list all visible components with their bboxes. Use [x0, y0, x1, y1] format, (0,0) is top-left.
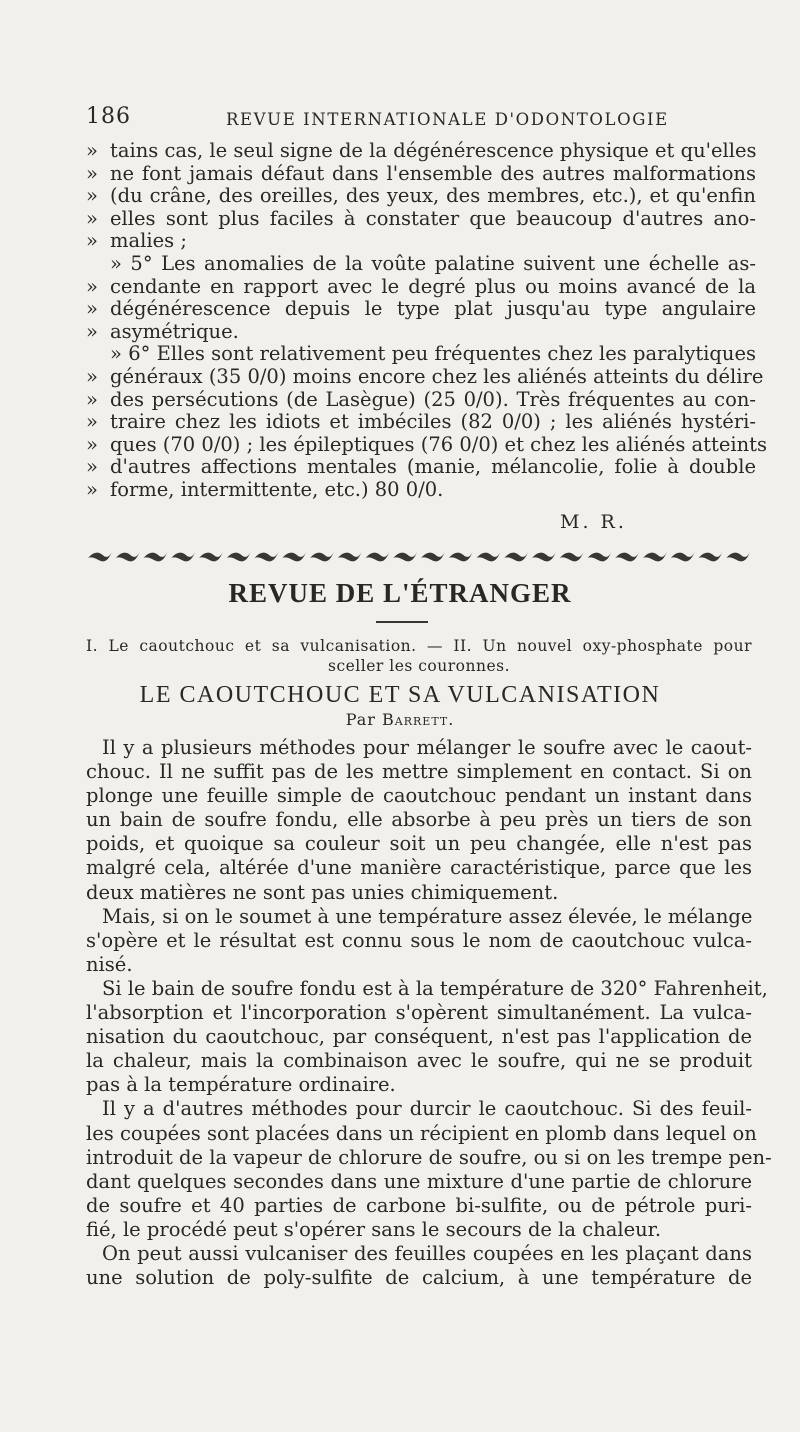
quote-line	[86, 343, 756, 366]
quote-line	[86, 276, 756, 299]
ornament-motif	[726, 552, 750, 561]
quote-mark: »	[86, 319, 98, 343]
byline-prefix: Par	[345, 710, 383, 729]
quote-mark: »	[86, 387, 98, 411]
quote-line	[86, 140, 756, 163]
ornament-motif	[227, 552, 251, 561]
ornament-motif	[421, 552, 445, 561]
quote-line	[86, 230, 756, 253]
quote-line	[86, 185, 756, 208]
ornament-motif	[643, 552, 667, 561]
ornament-motif	[477, 552, 501, 561]
quoted-passage	[86, 139, 768, 502]
quote-mark: »	[86, 364, 98, 388]
ornament-motif	[338, 552, 362, 561]
body-line: s'opère et le résultat est connu sous le nom de caoutchouc vulca-	[86, 928, 752, 952]
quote-line	[86, 389, 756, 412]
body-line: malgré cela, altérée d'une manière caractéristique, parce que les	[86, 856, 752, 880]
ornament-motif	[199, 552, 223, 561]
body-line: l'absorption et l'incorporation s'opèrent simultanément. La vulca-	[86, 1001, 752, 1025]
table-of-contents	[86, 636, 752, 676]
body-line: la chaleur, mais la combinaison avec le soufre, qui ne se produit	[86, 1049, 752, 1073]
signature: M. R.	[560, 511, 627, 533]
body-line: Il y a d'autres méthodes pour durcir le caoutchouc. Si des feuil-	[102, 1097, 752, 1121]
quote-text: malies ;	[110, 229, 187, 253]
title-underline	[376, 621, 428, 623]
quote-mark: »	[86, 274, 98, 298]
quote-mark: »	[86, 432, 98, 456]
quote-mark: »	[86, 139, 98, 162]
section-title: REVUE DE L'ÉTRANGER	[228, 578, 572, 608]
ornament-motif	[171, 552, 195, 561]
page-number: 186	[86, 104, 131, 129]
running-title: REVUE INTERNATIONALE D'ODONTOLOGIE	[226, 110, 669, 129]
quote-line	[86, 321, 756, 344]
body-line: Il y a plusieurs méthodes pour mélanger le soufre avec le caout-	[102, 736, 752, 759]
body-line: les coupées sont placées dans un récipient en plomb dans lequel on	[86, 1121, 757, 1145]
quote-line	[86, 298, 756, 321]
quote-mark: »	[86, 297, 98, 321]
quote-text: tains cas, le seul signe de la dégénérescence physique et qu'elles	[110, 139, 757, 162]
quote-line	[86, 479, 756, 502]
quote-mark: »	[86, 477, 98, 501]
toc-line: I. Le caoutchouc et sa vulcanisation. — II. Un nouvel oxy-phosphate pour	[86, 637, 752, 655]
body-line: nisé.	[86, 952, 133, 976]
ornament-motif	[88, 552, 112, 561]
ornament-motif	[699, 552, 723, 561]
ornament-motif	[560, 552, 584, 561]
ornamental-divider	[86, 546, 752, 568]
quote-line	[86, 208, 756, 231]
quote-line	[86, 364, 764, 389]
ornament-motif	[116, 552, 140, 561]
quote-text: généraux (35 0/0) moins encore chez les aliénés atteints du délire	[110, 364, 764, 388]
body-line: plonge une feuille simple de caoutchouc pendant un instant dans	[86, 784, 752, 808]
ornament-motif	[504, 552, 528, 561]
ornament-motif	[532, 552, 556, 561]
ornament-motif	[671, 552, 695, 561]
body-line: chouc. Il ne suffit pas de les mettre simplement en contact. Si on	[86, 760, 752, 784]
body-line: On peut aussi vulcaniser des feuilles coupées en les plaçant dans	[102, 1241, 752, 1265]
quote-text: ne font jamais défaut dans l'ensemble des autres malformations	[110, 161, 756, 185]
article-title: LE CAOUTCHOUC ET SA VULCANISATION	[139, 682, 661, 708]
quote-text: ques (70 0/0) ; les épileptiques (76 0/0) et chez les aliénés atteints	[110, 432, 768, 456]
body-line: pas à la température ordinaire.	[86, 1073, 396, 1097]
quote-line	[86, 456, 756, 479]
quote-mark: »	[86, 184, 98, 208]
body-line: fié, le procédé peut s'opérer sans le secours de la chaleur.	[86, 1217, 662, 1241]
quote-text: des persécutions (de Lasègue) (25 0/0). Très fréquentes au con-	[110, 387, 756, 411]
body-line: un bain de soufre fondu, elle absorbe à peu près un tiers de son	[86, 808, 752, 832]
quote-line	[86, 432, 768, 457]
byline-author: Barrett.	[382, 710, 455, 729]
ornament-motif	[144, 552, 168, 561]
ornament-motif	[449, 552, 473, 561]
article-byline	[0, 710, 800, 729]
ornament-motif	[366, 552, 390, 561]
page-header	[86, 104, 752, 134]
ornament-motif	[615, 552, 639, 561]
body-line: nisation du caoutchouc, par conséquent, n'est pas l'application de	[86, 1025, 752, 1049]
quote-mark: »	[86, 410, 98, 434]
quote-text: (du crâne, des oreilles, des yeux, des membres, etc.), et qu'enfin	[110, 184, 756, 208]
quote-mark: »	[86, 206, 98, 230]
quote-text: d'autres affections mentales (manie, mélancolie, folie à double	[110, 455, 756, 479]
quote-text: dégénérescence depuis le type plat jusqu'au type angulaire	[110, 297, 756, 321]
ornament-motif	[282, 552, 306, 561]
ornament-motif	[588, 552, 612, 561]
quote-text: forme, intermittente, etc.) 80 0/0.	[110, 477, 444, 501]
body-line: dant quelques secondes dans une mixture d'une partie de chlorure	[86, 1169, 752, 1193]
quote-text: asymétrique.	[110, 319, 239, 343]
body-line: Si le bain de soufre fondu est à la température de 320° Fahrenheit,	[102, 976, 768, 1000]
ornament-motif	[255, 552, 279, 561]
quote-mark: »	[86, 229, 98, 253]
body-line: Mais, si on le soumet à une température assez élevée, le mélange	[102, 904, 753, 928]
body-line: introduit de la vapeur de chlorure de soufre, ou si on les trempe pen-	[86, 1145, 772, 1169]
article-body	[86, 736, 772, 1290]
quote-line	[86, 163, 756, 186]
toc-line: sceller les couronnes.	[328, 657, 510, 675]
quote-text: » 6° Elles sont relativement peu fréquentes chez les paralytiques	[110, 342, 756, 366]
body-line: une solution de poly-sulfite de calcium, à une température de	[86, 1266, 752, 1290]
quote-mark: »	[86, 455, 98, 479]
quote-text: cendante en rapport avec le degré plus ou moins avancé de la	[110, 274, 756, 298]
quote-text: » 5° Les anomalies de la voûte palatine suivent une échelle as-	[110, 251, 756, 275]
quote-line	[86, 253, 756, 276]
quote-text: traire chez les idiots et imbéciles (82 0/0) ; les aliénés hystéri-	[110, 410, 756, 434]
ornament-motif	[393, 552, 417, 561]
quote-text: elles sont plus faciles à constater que beaucoup d'autres ano-	[110, 206, 756, 230]
body-line: de soufre et 40 parties de carbone bi-sulfite, ou de pétrole puri-	[86, 1193, 752, 1217]
body-line: poids, et quoique sa couleur soit un peu changée, elle n'est pas	[86, 832, 752, 856]
ornament-motif	[310, 552, 334, 561]
quote-line	[86, 411, 756, 434]
quote-mark: »	[86, 161, 98, 185]
body-line: deux matières ne sont pas unies chimiquement.	[86, 880, 559, 904]
